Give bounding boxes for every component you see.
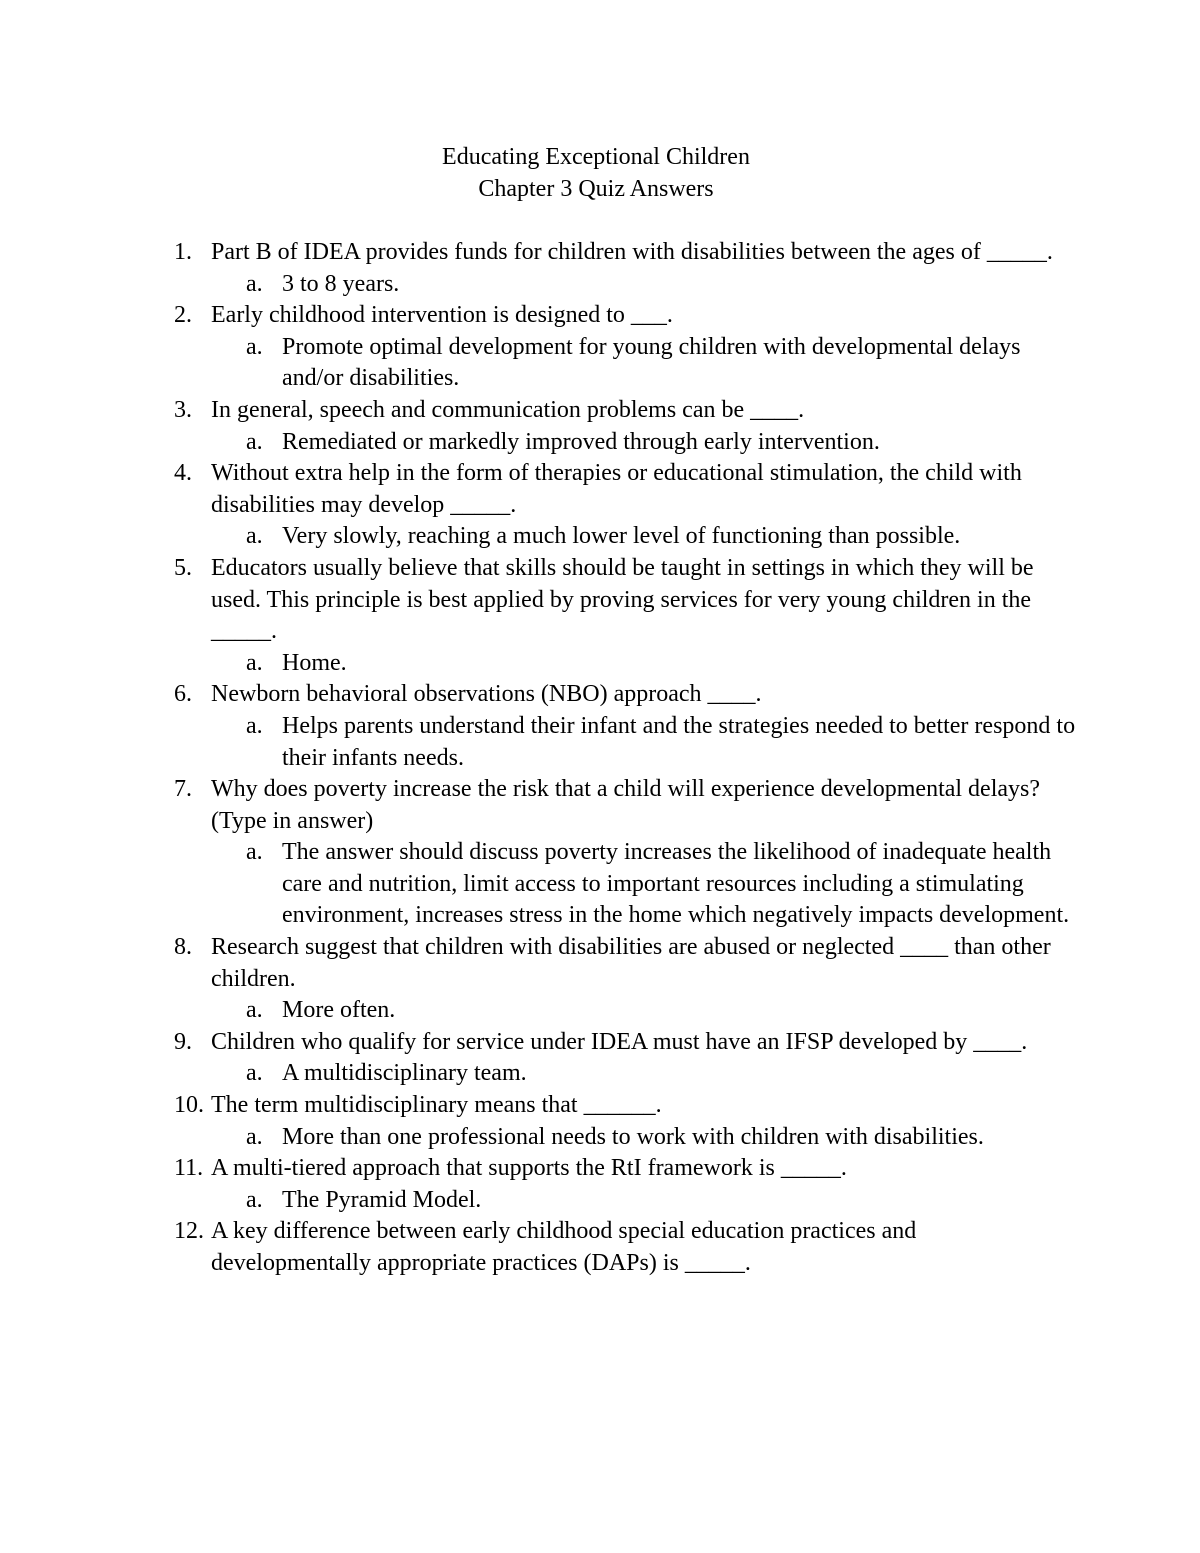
question-text: A key difference between early childhood special education practices and developmentally appropriate practices (DAPs) is _____. xyxy=(211,1218,917,1276)
answer-item xyxy=(0,711,1200,774)
answer-text: Home. xyxy=(282,649,347,676)
answer-item xyxy=(0,521,1200,553)
answer-label: a. xyxy=(246,839,263,866)
question-item xyxy=(0,237,1200,269)
question-text: In general, speech and communication problems can be ____. xyxy=(211,396,805,423)
question-number: 9. xyxy=(174,1028,192,1055)
answer-item xyxy=(0,1058,1200,1090)
question-item xyxy=(0,1153,1200,1185)
answer-text: A multidisciplinary team. xyxy=(282,1060,527,1087)
question-item xyxy=(0,1090,1200,1122)
question-text: Research suggest that children with disabilities are abused or neglected ____ than other children. xyxy=(211,934,1051,992)
question-number: 4. xyxy=(174,460,192,487)
question-number: 5. xyxy=(174,554,192,581)
document-header xyxy=(0,141,1192,205)
answer-text: Very slowly, reaching a much lower level of functioning than possible. xyxy=(282,523,961,550)
answer-label: a. xyxy=(246,333,263,360)
answer-text: Helps parents understand their infant and the strategies needed to better respond to their infants needs. xyxy=(282,712,1076,771)
question-item xyxy=(0,458,1200,521)
answer-label: a. xyxy=(246,523,263,550)
answer-label: a. xyxy=(246,1186,263,1213)
answer-label: a. xyxy=(246,712,263,739)
question-number: 12. xyxy=(174,1218,204,1245)
question-text: Newborn behavioral observations (NBO) approach ____. xyxy=(211,681,762,708)
question-number: 11. xyxy=(174,1155,204,1182)
question-item xyxy=(0,300,1200,332)
answer-item xyxy=(0,427,1200,459)
answer-label: a. xyxy=(246,1123,263,1150)
answer-text: The Pyramid Model. xyxy=(282,1186,482,1213)
answer-item xyxy=(0,837,1200,932)
answer-item xyxy=(0,995,1200,1027)
answer-text: More than one professional needs to work with children with disabilities. xyxy=(282,1123,984,1150)
answer-label: a. xyxy=(246,1060,263,1087)
question-item xyxy=(0,553,1200,648)
question-text: Part B of IDEA provides funds for children with disabilities between the ages of _____. xyxy=(211,239,1053,265)
question-text: A multi-tiered approach that supports the RtI framework is _____. xyxy=(211,1155,847,1182)
answer-label: a. xyxy=(246,428,263,455)
answer-label: a. xyxy=(246,649,263,676)
answer-text: Promote optimal development for young children with developmental delays and/or disabilities. xyxy=(282,333,1021,392)
answer-item xyxy=(0,269,1200,301)
question-number: 6. xyxy=(174,681,192,708)
answer-label: a. xyxy=(246,997,263,1024)
question-text: Early childhood intervention is designed to ___. xyxy=(211,302,673,329)
answer-text: 3 to 8 years. xyxy=(282,270,400,297)
answer-text: The answer should discuss poverty increases the likelihood of inadequate health care and nutrition, limit access to important resources including a stimulating environment, increases stress in the home which negatively impacts development. xyxy=(282,839,1070,929)
question-text: Children who qualify for service under IDEA must have an IFSP developed by ____. xyxy=(211,1028,1028,1055)
question-number: 10. xyxy=(174,1092,204,1119)
question-list xyxy=(0,237,1200,1280)
answer-item xyxy=(0,1122,1200,1154)
answer-item xyxy=(0,648,1200,680)
question-item xyxy=(0,774,1200,837)
question-text: Educators usually believe that skills should be taught in settings in which they will be used. This principle is best applied by proving services for very young children in the _____. xyxy=(211,554,1034,645)
question-number: 7. xyxy=(174,776,192,803)
document-subtitle: Chapter 3 Quiz Answers xyxy=(478,176,714,202)
answer-text: More often. xyxy=(282,997,396,1024)
document-title: Educating Exceptional Children xyxy=(442,144,750,170)
answer-text: Remediated or markedly improved through early intervention. xyxy=(282,428,880,455)
answer-label: a. xyxy=(246,270,263,297)
question-text: Without extra help in the form of therapies or educational stimulation, the child with disabilities may develop _____. xyxy=(211,460,1022,518)
question-number: 8. xyxy=(174,934,192,961)
question-number: 3. xyxy=(174,396,192,423)
question-number: 1. xyxy=(174,239,192,265)
question-item xyxy=(0,1027,1200,1059)
question-text: The term multidisciplinary means that ______. xyxy=(211,1092,662,1119)
question-item xyxy=(0,395,1200,427)
question-item xyxy=(0,1216,1200,1279)
answer-item xyxy=(0,1185,1200,1217)
question-item xyxy=(0,679,1200,711)
answer-item xyxy=(0,332,1200,395)
question-text: Why does poverty increase the risk that a child will experience developmental delays? (Type in answer) xyxy=(211,776,1041,834)
question-number: 2. xyxy=(174,302,192,329)
question-item xyxy=(0,932,1200,995)
